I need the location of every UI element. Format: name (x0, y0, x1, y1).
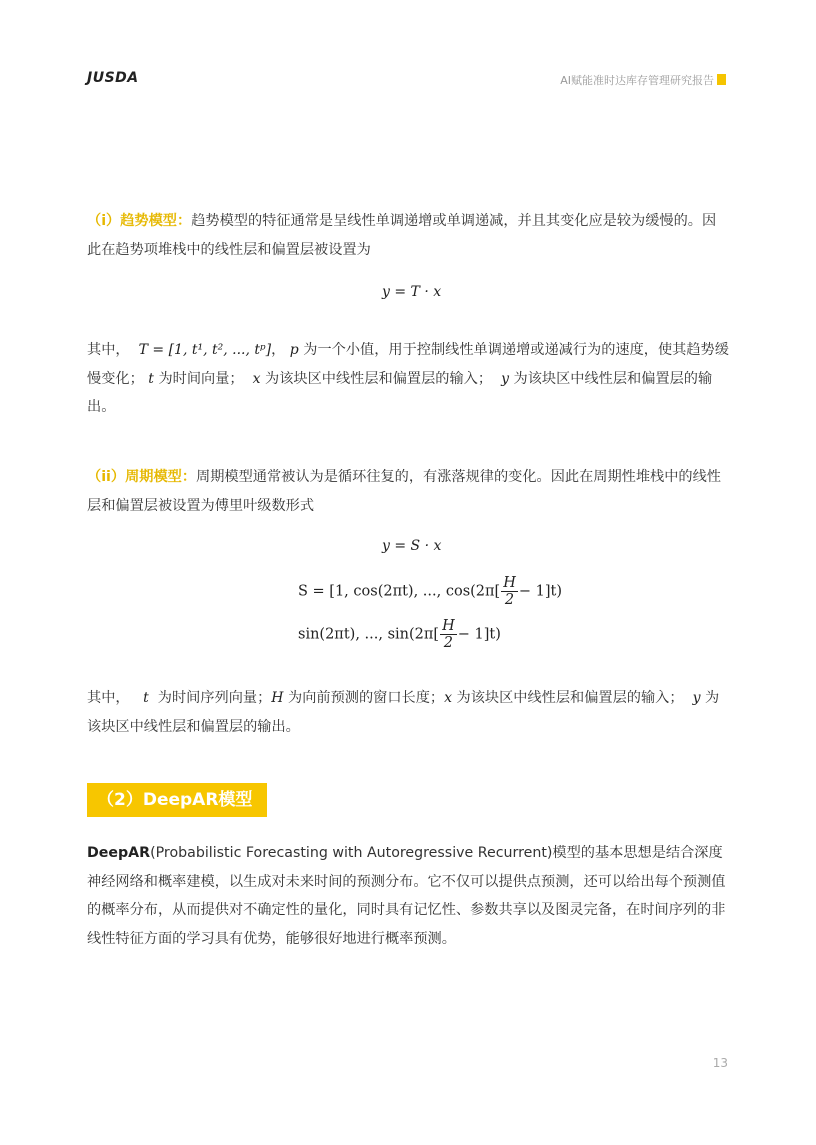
deepar-text: (Probabilistic Forecasting with Autoregressive Recurrent)模型的基本思想是结合深度神经网络和概率建模，以生成对未来时间的预测分布。它不仅可以提供点预测，还可以给出每个预测值的概率分布，从而提供对不确定性的量化，同时具有记忆性、参数共享以及图灵完备，在时间序列的非线性特征方面的学习具有优势，能够很好地进行概率预测。 (87, 845, 726, 947)
trend-equation: y = T · x (382, 284, 442, 300)
trend-T-vector: T = [1, t¹, t², ..., tᵖ] (138, 342, 272, 358)
book-icon (717, 74, 726, 85)
fraction-H-over-2: $\frac{H}{2}$ (442, 618, 455, 651)
report-title-text: AI赋能准时达库存管理研究报告 (560, 74, 714, 87)
seasonal-equation-1: y = S · x (382, 538, 442, 554)
seasonal-model-label: （ii）周期模型： (87, 469, 197, 485)
seasonal-equation-2: S = [1, cos(2πt), ..., cos(2π[ $\frac{H}{2}$ − 1]t) (298, 575, 562, 608)
seasonal-model-paragraph (87, 463, 729, 520)
trend-where-paragraph: 其中， T = [1, t¹, t², ..., tᵖ]， p 为一个小值，用于控制线性单调递增或递减行为的速度，使其趋势缓慢变化； t 为时间向量； x 为该块区中线性层和偏置层的输入； y 为该块区中线性层和偏置层的输出。 (87, 342, 729, 415)
deepar-paragraph (87, 839, 729, 953)
report-title (560, 72, 726, 88)
trend-model-paragraph (87, 207, 729, 264)
seasonal-where-paragraph: 其中， t 为时间序列向量；H 为向前预测的窗口长度；x 为该块区中线性层和偏置层的输入； y 为该块区中线性层和偏置层的输出。 (87, 690, 720, 735)
fraction-H-over-2: $\frac{H}{2}$ (503, 575, 516, 608)
deepar-term: DeepAR (87, 845, 151, 861)
page-number: 13 (712, 1056, 728, 1070)
trend-model-text: 趋势模型的特征通常是呈线性单调递增或单调递减，并且其变化应是较为缓慢的。因此在趋势项堆栈中的线性层和偏置层被设置为 (87, 213, 717, 258)
section-heading-deepar: （2）DeepAR模型 (87, 783, 267, 817)
trend-model-label: （i）趋势模型： (87, 213, 192, 229)
seasonal-equation-3: sin(2πt), ..., sin(2π[ $\frac{H}{2}$ − 1]t) (298, 618, 501, 651)
company-logo: JUSDA (87, 70, 139, 86)
seasonal-model-text: 周期模型通常被认为是循环往复的，有涨落规律的变化。因此在周期性堆栈中的线性层和偏置层被设置为傅里叶级数形式 (87, 469, 721, 514)
